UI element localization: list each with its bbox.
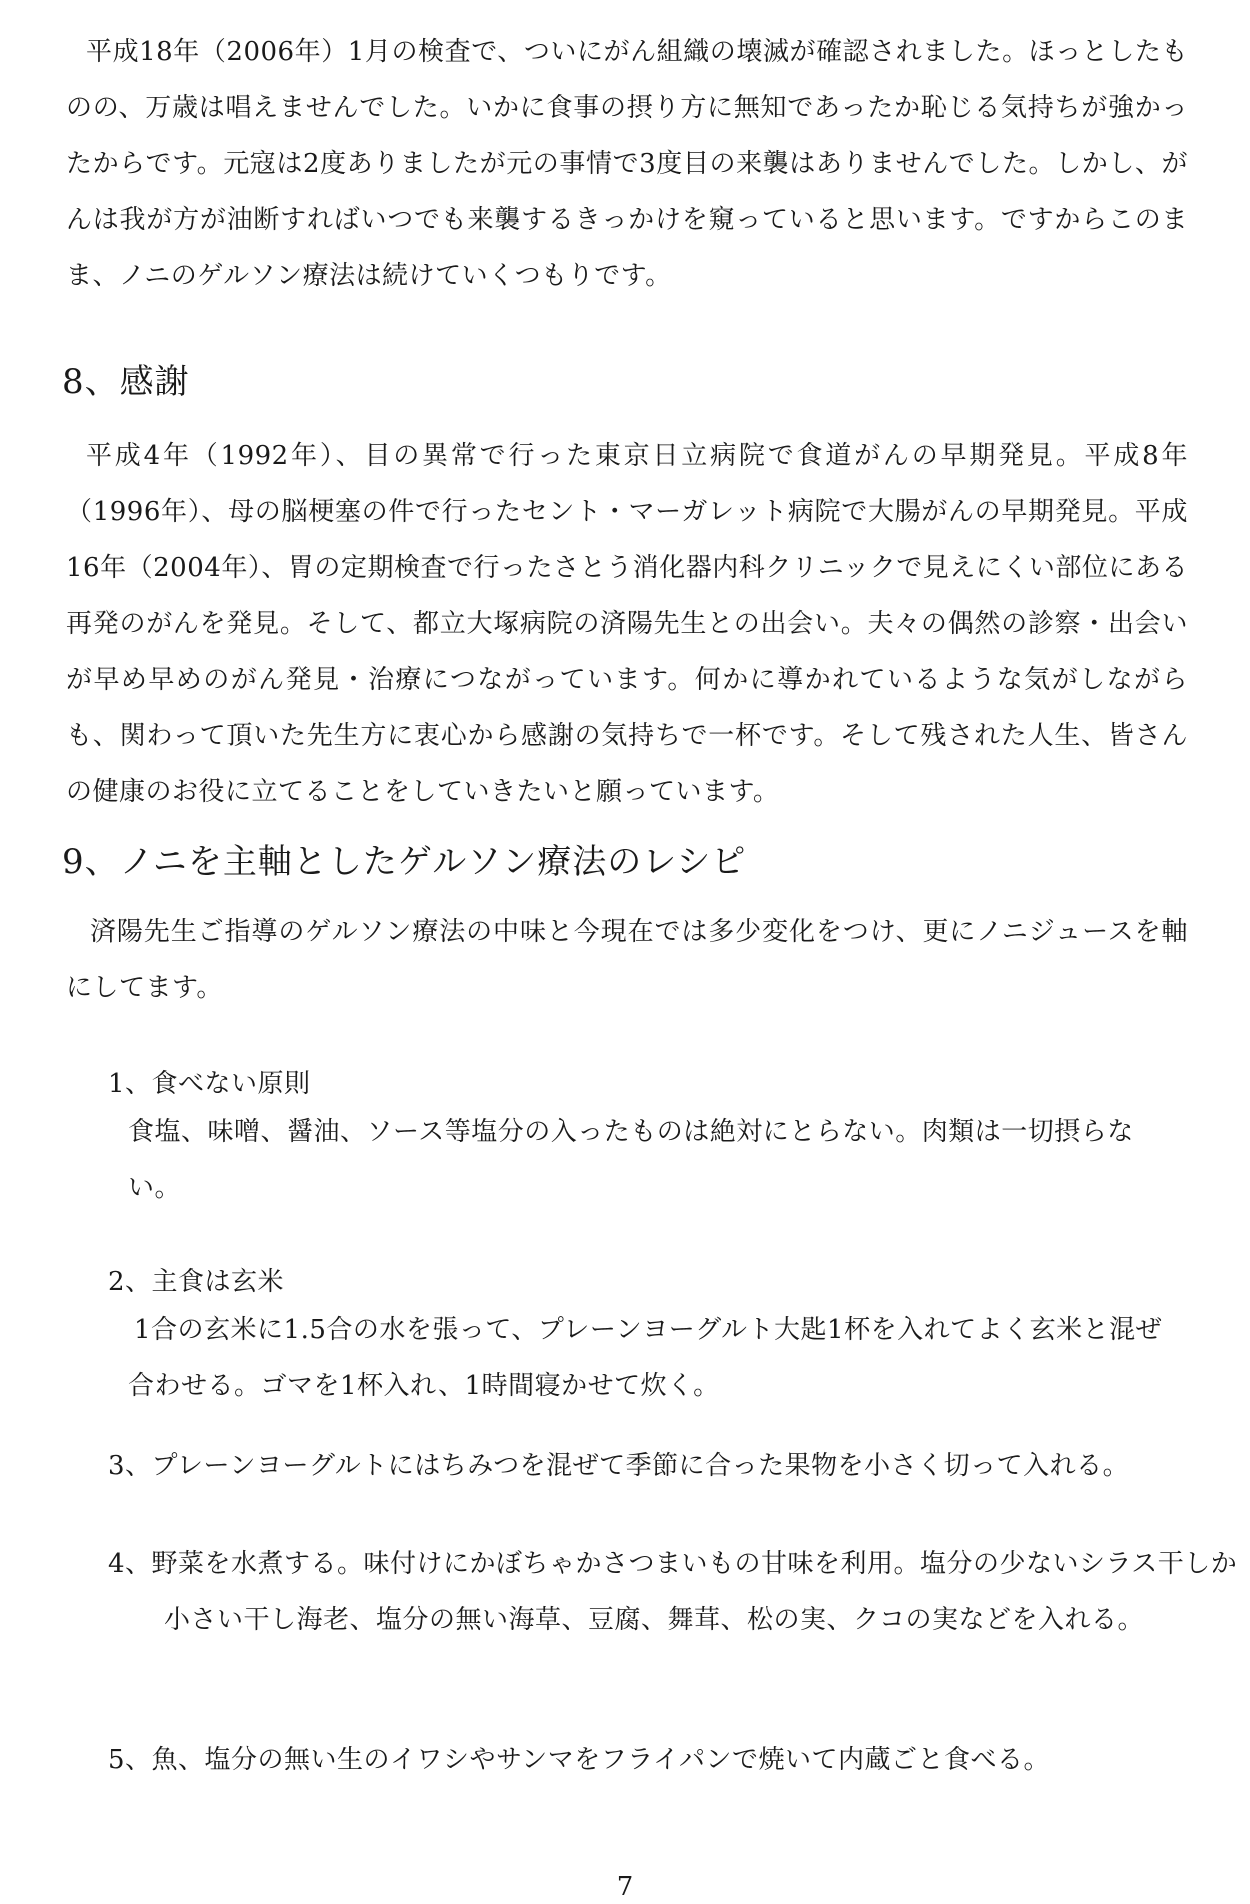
section-9-intro: 済陽先生ご指導のゲルソン療法の中味と今現在では多少変化をつけ、更にノニジュースを軸にしてます。 — [66, 917, 1188, 1003]
recipe-item-2-body: 1合の玄米に1.5合の水を張って、プレーンヨーグルト大匙1杯を入れてよく玄米と混ぜ合わせる。ゴマを1杯入れ、1時間寝かせて炊く。 — [128, 1315, 1163, 1401]
recipe-item-1-title: 1、食べない原則 — [108, 1069, 311, 1099]
section-8-paragraph: 平成4年（1992年）、目の異常で行った東京日立病院で食道がんの早期発見。平成8年（1996年）、母の脳梗塞の件で行ったセント・マーガレット病院で大腸がんの早期発見。平成16年（2004年）、胃の定期検査で行ったさとう消化器内科クリニックで見えにくい部位にある再発のがんを発見。そして、都立大塚病院の済陽先生との出会い。夫々の偶然の診察・出会いが早め早めのがん発見・治療につながっています。何かに導かれているような気がしながらも、関わって頂いた先生方に衷心から感謝の気持ちで一杯です。そして残された人生、皆さんの健康のお役に立てることをしていきたいと願っています。 — [66, 441, 1188, 807]
section-8-heading: 8、感謝 — [62, 362, 190, 402]
page-number: 7 — [616, 1872, 634, 1902]
recipe-item-4: 4、野菜を水煮する。味付けにかぼちゃかさつまいもの甘味を利用。塩分の少ないシラス干しか小さい干し海老、塩分の無い海草、豆腐、舞茸、松の実、クコの実などを入れる。 — [108, 1549, 1238, 1635]
recipe-item-3: 3、プレーンヨーグルトにはちみつを混ぜて季節に合った果物を小さく切って入れる。 — [108, 1451, 1130, 1481]
section-9-heading: 9、ノニを主軸としたゲルソン療法のレシピ — [62, 842, 747, 882]
section-7-paragraph: 平成18年（2006年）1月の検査で、ついにがん組織の壊滅が確認されました。ほっとしたものの、万歳は唱えませんでした。いかに食事の摂り方に無知であったか恥じる気持ちが強かったからです。元寇は2度ありましたが元の事情で3度目の来襲はありませんでした。しかし、がんは我が方が油断すればいつでも来襲するきっかけを窺っていると思います。ですからこのまま、ノニのゲルソン療法は続けていくつもりです。 — [66, 37, 1188, 291]
recipe-item-2-title: 2、主食は玄米 — [108, 1267, 285, 1297]
recipe-item-5: 5、魚、塩分の無い生のイワシやサンマをフライパンで焼いて内蔵ごと食べる。 — [108, 1745, 1050, 1775]
recipe-item-1-body: 食塩、味噌、醤油、ソース等塩分の入ったものは絶対にとらない。肉類は一切摂らない。 — [128, 1117, 1134, 1203]
